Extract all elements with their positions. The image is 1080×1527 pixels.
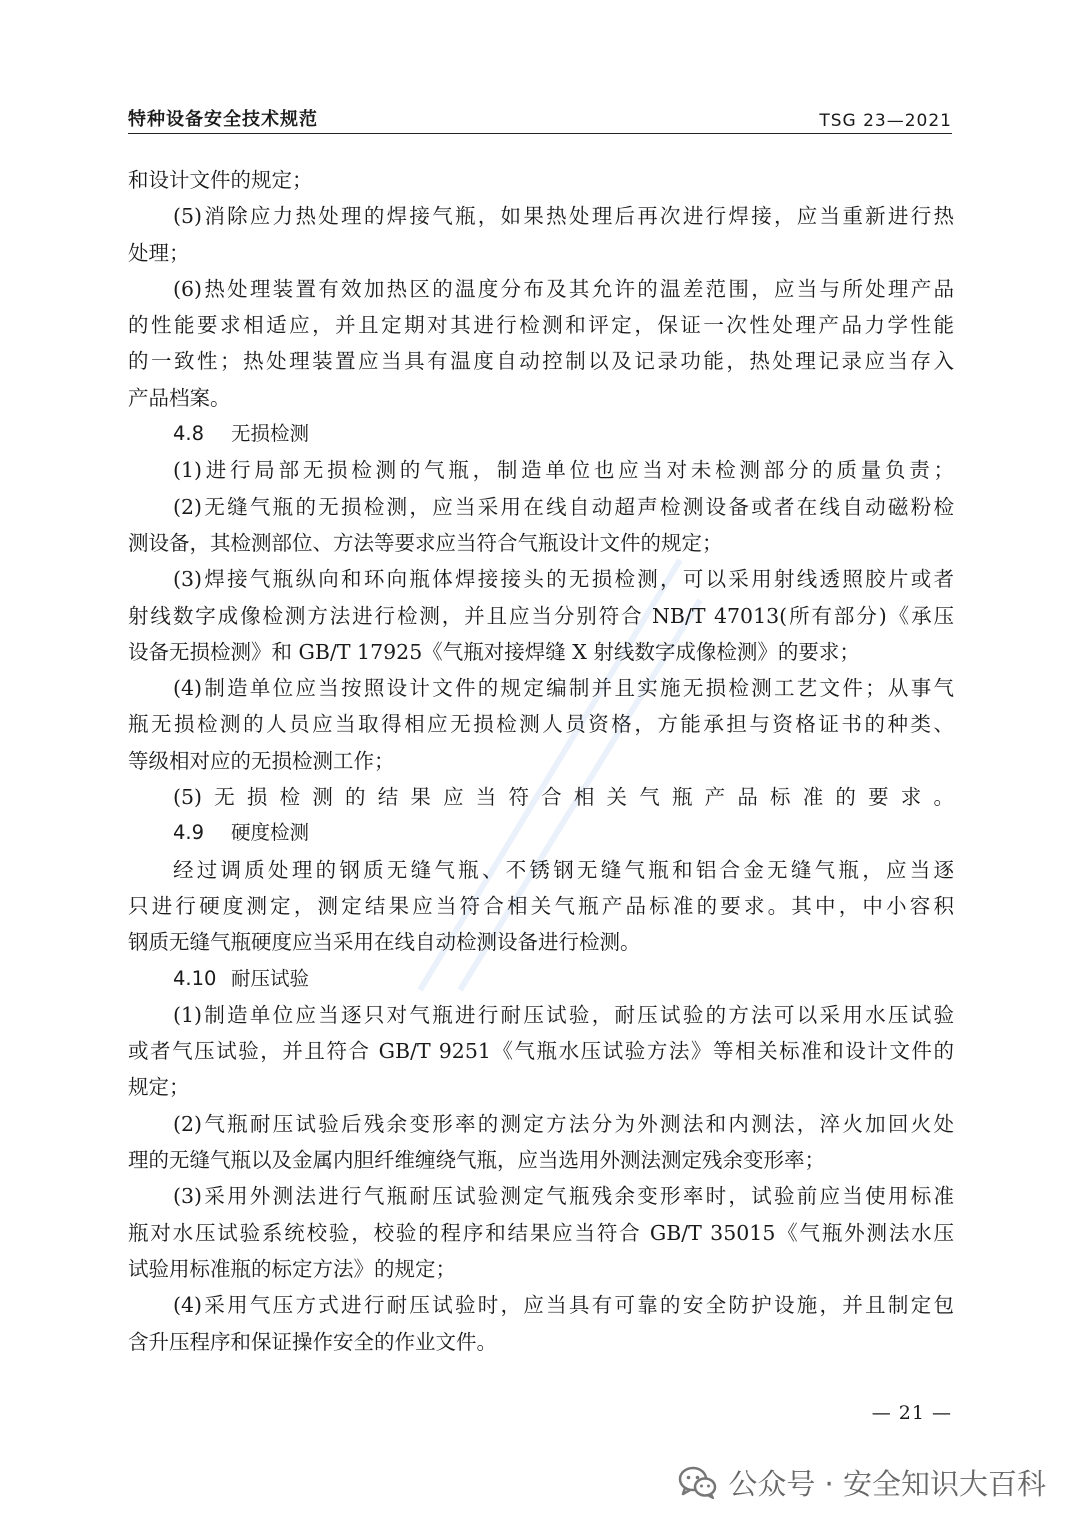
text-line: 瓶无损检测的人员应当取得相应无损检测人员资格，方能承担与资格证书的种类、 (128, 712, 954, 737)
page-number: — 21 — (871, 1402, 952, 1424)
text-line: (4)制造单位应当按照设计文件的规定编制并且实施无损检测工艺文件；从事气 (173, 676, 954, 701)
text-line: 含升压程序和保证操作安全的作业文件。 (128, 1329, 497, 1354)
text-line: 设备无损检测》和 GB/T 17925《气瓶对接焊缝 X 射线数字成像检测》的要求； (128, 639, 860, 664)
text-line: 经过调质处理的钢质无缝气瓶、不锈钢无缝气瓶和铝合金无缝气瓶，应当逐 (173, 857, 954, 882)
document-body (128, 162, 954, 1360)
text-line: 产品档案。 (128, 385, 231, 410)
text-line: (2)无缝气瓶的无损检测，应当采用在线自动超声检测设备或者在线自动磁粉检 (173, 494, 954, 519)
text-line: 的一致性；热处理装置应当具有温度自动控制以及记录功能，热处理记录应当存入 (128, 349, 954, 374)
section-number: 4.8 (173, 422, 205, 446)
text-line: 或者气压试验，并且符合 GB/T 9251《气瓶水压试验方法》等相关标准和设计文件的 (128, 1039, 954, 1064)
header-code: TSG 23—2021 (819, 111, 952, 131)
section-number: 4.10 (173, 966, 217, 990)
text-line: 规定； (128, 1075, 190, 1100)
text-line: (5)无损检测的结果应当符合相关气瓶产品标准的要求。 (173, 785, 954, 810)
text-line: (1)制造单位应当逐只对气瓶进行耐压试验，耐压试验的方法可以采用水压试验 (173, 1002, 954, 1027)
text-line: 瓶对水压试验系统校验，校验的程序和结果应当符合 GB/T 35015《气瓶外测法水压 (128, 1220, 954, 1245)
section-heading (128, 815, 954, 851)
text-line: (4)采用气压方式进行耐压试验时，应当具有可靠的安全防护设施，并且制定包 (173, 1293, 954, 1318)
text-line: 理的无缝气瓶以及金属内胆纤维缠绕气瓶，应当选用外测法测定残余变形率； (128, 1148, 825, 1173)
text-line: 只进行硬度测定，测定结果应当符合相关气瓶产品标准的要求。其中，中小容积 (128, 893, 954, 918)
text-line: 等级相对应的无损检测工作； (128, 748, 395, 773)
text-line: (6)热处理装置有效加热区的温度分布及其允许的温差范围，应当与所处理产品 (173, 276, 954, 301)
text-line: (3)采用外测法进行气瓶耐压试验测定气瓶残余变形率时，试验前应当使用标准 (173, 1184, 954, 1209)
section-number: 4.9 (173, 821, 205, 845)
text-line: 测设备，其检测部位、方法等要求应当符合气瓶设计文件的规定； (128, 530, 723, 555)
section-title: 耐压试验 (231, 966, 310, 990)
text-line: 试验用标准瓶的标定方法》的规定； (128, 1256, 456, 1281)
wechat-icon (678, 1466, 718, 1500)
text-line: 和设计文件的规定； (128, 168, 313, 192)
wechat-account-watermark (678, 1462, 1046, 1503)
section-title: 硬度检测 (231, 821, 310, 845)
text-line: 钢质无缝气瓶硬度应当采用在线自动检测设备进行检测。 (128, 930, 641, 955)
text-line: (1)进行局部无损检测的气瓶，制造单位也应当对未检测部分的质量负责； (173, 458, 954, 483)
text-line: 射线数字成像检测方法进行检测，并且应当分别符合 NB/T 47013(所有部分)《承压 (128, 603, 954, 628)
section-heading (128, 961, 954, 997)
section-heading (128, 416, 954, 452)
page-header (128, 103, 952, 134)
header-title: 特种设备安全技术规范 (128, 109, 318, 130)
text-line: 的性能要求相适应，并且定期对其进行检测和评定，保证一次性处理产品力学性能 (128, 313, 954, 338)
text-line: 处理； (128, 240, 190, 265)
text-line: (2)气瓶耐压试验后残余变形率的测定方法分为外测法和内测法，淬火加回火处 (173, 1111, 954, 1136)
text-line: (3)焊接气瓶纵向和环向瓶体焊接接头的无损检测，可以采用射线透照胶片或者 (173, 567, 954, 592)
section-title: 无损检测 (231, 422, 310, 446)
wechat-account-label: 公众号 · 安全知识大百科 (728, 1467, 1046, 1501)
text-line: (5)消除应力热处理的焊接气瓶，如果热处理后再次进行焊接，应当重新进行热 (173, 204, 954, 229)
